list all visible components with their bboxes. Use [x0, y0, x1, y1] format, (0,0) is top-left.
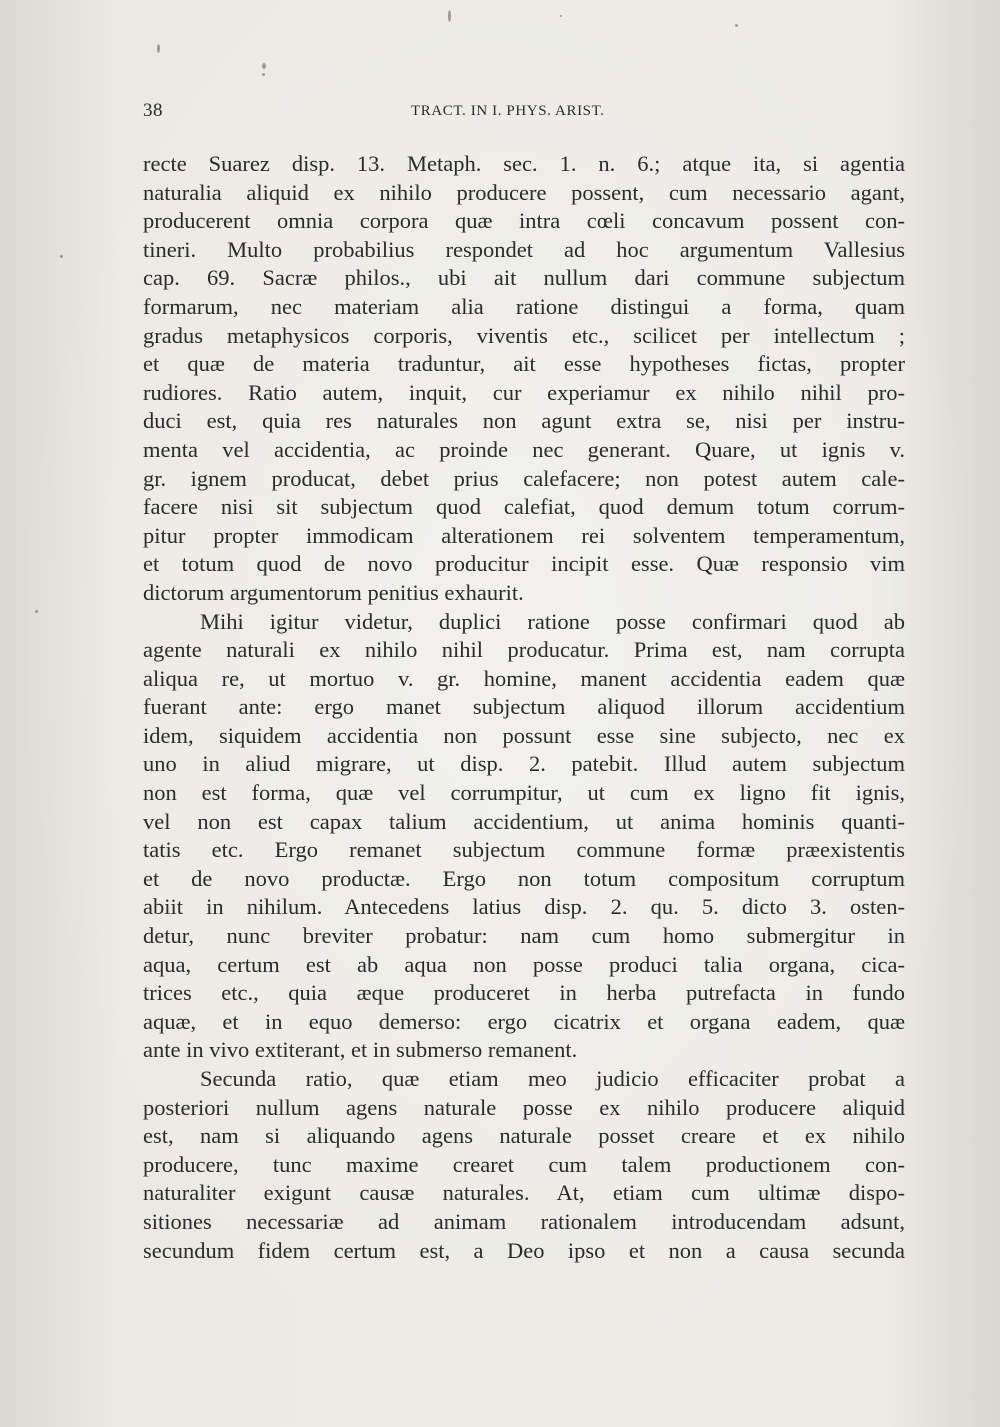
- text-line: ante in vivo extiterant, et in submerso remanent.: [143, 1037, 578, 1063]
- text-line: est, nam si aliquando agens naturale posset creare et ex nihilo: [143, 1123, 905, 1149]
- text-line: abiit in nihilum. Antecedens latius disp. 2. qu. 5. dicto 3. osten-: [143, 894, 905, 920]
- scan-speck: [262, 63, 266, 69]
- running-head: TRACT. IN I. PHYS. ARIST.: [411, 103, 605, 119]
- text-line: duci est, quia res naturales non agunt extra se, nisi per instru-: [143, 408, 905, 434]
- text-line: rudiores. Ratio autem, inquit, cur experiamur ex nihilo nihil pro-: [143, 379, 905, 405]
- text-line: gradus metaphysicos corporis, viventis etc., scilicet per intellectum ;: [143, 322, 905, 348]
- text-line: fuerant ante: ergo manet subjectum aliquod illorum accidentium: [143, 694, 905, 720]
- text-line: agente naturali ex nihilo nihil producatur. Prima est, nam corrupta: [143, 637, 905, 663]
- scan-speck: [735, 24, 738, 27]
- text-line: vel non est capax talium accidentium, ut anima hominis quanti-: [143, 808, 905, 834]
- text-line: tineri. Multo probabilius respondet ad hoc argumentum Vallesius: [143, 236, 905, 262]
- text-line: trices etc., quia æque produceret in herba putrefacta in fundo: [143, 980, 905, 1006]
- body-text: [143, 150, 905, 1265]
- scan-speck: [448, 10, 451, 22]
- scan-speck: [157, 44, 160, 53]
- text-line: Mihi igitur videtur, duplici ratione posse confirmari quod ab: [200, 608, 905, 634]
- text-line: et de novo productæ. Ergo non totum compositum corruptum: [143, 865, 905, 891]
- text-line: detur, nunc breviter probatur: nam cum homo submergitur in: [143, 923, 905, 949]
- text-line: naturaliter exigunt causæ naturales. At, etiam cum ultimæ dispo-: [143, 1180, 905, 1206]
- text-line: formarum, nec materiam alia ratione distingui a forma, quam: [143, 293, 905, 319]
- page-number: 38: [143, 100, 163, 121]
- scan-speck: [35, 610, 38, 613]
- text-line: producerent omnia corpora quæ intra cœli concavum possent con-: [143, 208, 905, 234]
- text-line: facere nisi sit subjectum quod calefiat, quod demum totum corrum-: [143, 494, 905, 520]
- text-line: aquæ, et in equo demerso: ergo cicatrix et organa eadem, quæ: [143, 1008, 905, 1034]
- text-line: aliqua re, ut mortuo v. gr. homine, manent accidentia eadem quæ: [143, 665, 905, 691]
- text-line: menta vel accidentia, ac proinde nec generant. Quare, ut ignis v.: [143, 436, 905, 462]
- text-line: naturalia aliquid ex nihilo producere possent, cum necessario agant,: [143, 179, 905, 205]
- page-header: [143, 100, 908, 130]
- text-line: dictorum argumentorum penitius exhaurit.: [143, 579, 524, 605]
- text-line: producere, tunc maxime crearet cum talem productionem con-: [143, 1151, 905, 1177]
- text-line: et quæ de materia traduntur, ait esse hypotheses fictas, propter: [143, 351, 905, 377]
- text-line: posteriori nullum agens naturale posse ex nihilo producere aliquid: [143, 1094, 905, 1120]
- scan-speck: [560, 15, 562, 17]
- text-line: sitiones necessariæ ad animam rationalem introducendam adsunt,: [143, 1208, 905, 1234]
- text-line: secundum fidem certum est, a Deo ipso et non a causa secunda: [143, 1237, 905, 1263]
- text-line: idem, siquidem accidentia non possunt esse sine subjecto, nec ex: [143, 722, 905, 748]
- scan-speck: [262, 73, 265, 76]
- text-line: non est forma, quæ vel corrumpitur, ut cum ex ligno fit ignis,: [143, 780, 905, 806]
- text-line: uno in aliud migrare, ut disp. 2. patebit. Illud autem subjectum: [143, 751, 905, 777]
- text-line: aqua, certum est ab aqua non posse produci talia organa, cica-: [143, 951, 905, 977]
- text-line: pitur propter immodicam alterationem rei solventem temperamentum,: [143, 522, 905, 548]
- text-line: Secunda ratio, quæ etiam meo judicio efficaciter probat a: [200, 1066, 905, 1091]
- text-line: recte Suarez disp. 13. Metaph. sec. 1. n. 6.; atque ita, si agentia: [143, 151, 905, 176]
- text-line: cap. 69. Sacræ philos., ubi ait nullum dari commune subjectum: [143, 265, 905, 291]
- text-line: tatis etc. Ergo remanet subjectum commune formæ præexistentis: [143, 837, 905, 863]
- text-line: et totum quod de novo producitur incipit esse. Quæ responsio vim: [143, 551, 905, 577]
- scan-speck: [60, 255, 63, 258]
- text-line: gr. ignem producat, debet prius calefacere; non potest autem cale-: [143, 465, 905, 491]
